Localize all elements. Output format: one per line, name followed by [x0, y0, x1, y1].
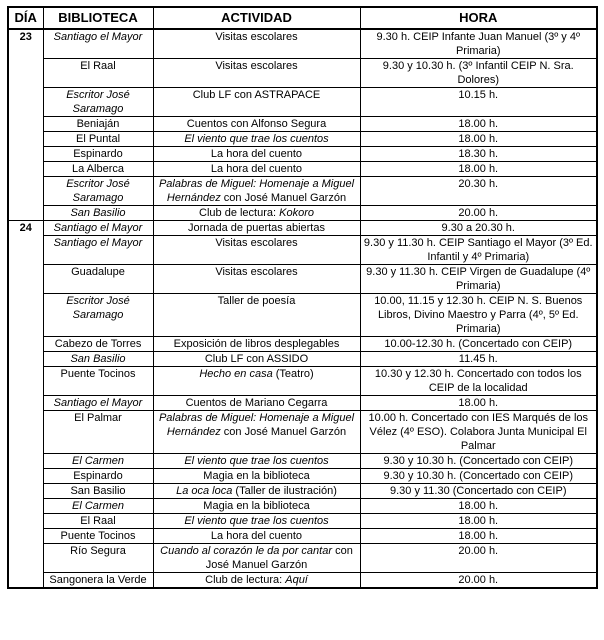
table-row [8, 499, 597, 514]
hours-cell-text: 18.00 h. [458, 163, 499, 175]
col-header-actividad: ACTIVIDAD [153, 7, 360, 29]
library-cell [43, 236, 153, 265]
table-row [8, 162, 597, 177]
library-cell-text: El Carmen [72, 455, 124, 467]
hours-cell [360, 236, 597, 265]
library-cell-text: Santiago el Mayor [53, 31, 143, 43]
table-row [8, 177, 597, 206]
table-row [8, 147, 597, 162]
hours-cell-text: 10.00 h. Concertado con IES Marqués de los Vélez (4º ESO). Colabora Junta Municipal El Palmar [368, 412, 589, 452]
activity-cell-text: con José Manuel Garzón [205, 545, 353, 571]
library-cell-text: Sangonera la Verde [49, 574, 147, 586]
hours-cell [360, 337, 597, 352]
library-cell [43, 88, 153, 117]
hours-cell [360, 367, 597, 396]
hours-cell [360, 544, 597, 573]
library-cell-text: El Raal [80, 60, 116, 72]
activity-cell [153, 337, 360, 352]
library-cell [43, 411, 153, 454]
table-row [8, 294, 597, 337]
library-cell [43, 454, 153, 469]
library-cell [43, 117, 153, 132]
activity-cell [153, 469, 360, 484]
hours-cell [360, 206, 597, 221]
activity-cell [153, 544, 360, 573]
activity-cell-text: Magia en la biblioteca [203, 470, 310, 482]
activity-cell-text: El viento que trae los cuentos [184, 515, 329, 527]
library-cell [43, 469, 153, 484]
library-cell-text: Espinardo [73, 148, 123, 160]
activity-cell-text: (Teatro) [272, 368, 314, 380]
hours-cell-text: 10.15 h. [458, 89, 499, 101]
activity-cell-text: El viento que trae los cuentos [184, 455, 329, 467]
hours-cell-text: 10.00, 11.15 y 12.30 h. CEIP N. S. Buenos Libros, Divino Maestro y Parra (4º, 5º Ed. Primaria) [374, 295, 583, 335]
library-cell [43, 221, 153, 236]
library-cell [43, 396, 153, 411]
library-cell-text: Guadalupe [71, 266, 125, 278]
activity-cell [153, 162, 360, 177]
activity-cell [153, 573, 360, 589]
library-cell [43, 177, 153, 206]
activity-cell-text: Cuando al corazón le da por cantar [160, 545, 333, 557]
hours-cell [360, 396, 597, 411]
hours-cell-text: 18.30 h. [458, 148, 499, 160]
library-cell-text: Escritor José Saramago [66, 89, 130, 115]
activity-cell-text: Aquí [285, 574, 308, 586]
activity-cell [153, 396, 360, 411]
library-cell [43, 544, 153, 573]
col-header-hora: HORA [360, 7, 597, 29]
hours-cell [360, 132, 597, 147]
hours-cell [360, 162, 597, 177]
activity-cell [153, 352, 360, 367]
library-cell-text: San Basilio [70, 207, 126, 219]
activity-cell-text: Visitas escolares [215, 266, 298, 278]
library-cell-text: Escritor José Saramago [66, 178, 130, 204]
activity-cell [153, 147, 360, 162]
activity-cell [153, 514, 360, 529]
hours-cell [360, 59, 597, 88]
activity-cell-text: El viento que trae los cuentos [184, 133, 329, 145]
activity-cell [153, 221, 360, 236]
library-cell [43, 162, 153, 177]
hours-cell-text: 9.30 y 10.30 h. (Concertado con CEIP) [383, 455, 574, 467]
hours-cell [360, 177, 597, 206]
library-cell-text: El Raal [80, 515, 116, 527]
activity-cell-text: Magia en la biblioteca [203, 500, 310, 512]
activity-cell [153, 117, 360, 132]
library-cell-text: Río Segura [70, 545, 126, 557]
activity-cell-text: Club de lectura: [205, 574, 286, 586]
table-row [8, 117, 597, 132]
activity-cell-text: Cuentos de Mariano Cegarra [185, 397, 328, 409]
hours-cell-text: 18.00 h. [458, 530, 499, 542]
library-cell-text: Espinardo [73, 470, 123, 482]
hours-cell-text: 18.00 h. [458, 397, 499, 409]
table-row [8, 59, 597, 88]
table-row [8, 337, 597, 352]
activity-cell [153, 206, 360, 221]
library-cell-text: San Basilio [70, 353, 126, 365]
table-row [8, 484, 597, 499]
hours-cell-text: 9.30 h. CEIP Infante Juan Manuel (3º y 4º Primaria) [376, 31, 580, 57]
activity-cell-text: La hora del cuento [210, 148, 303, 160]
activity-cell [153, 265, 360, 294]
hours-cell-text: 9.30 y 11.30 h. CEIP Santiago el Mayor (3º Ed. Infantil y 4º Primaria) [363, 237, 593, 263]
hours-cell-text: 18.00 h. [458, 133, 499, 145]
activity-cell-text: Visitas escolares [215, 237, 298, 249]
library-cell [43, 206, 153, 221]
hours-cell [360, 88, 597, 117]
hours-cell [360, 529, 597, 544]
library-cell [43, 337, 153, 352]
library-cell [43, 514, 153, 529]
library-cell [43, 367, 153, 396]
col-header-dia: DÍA [8, 7, 43, 29]
hours-cell [360, 573, 597, 589]
hours-cell-text: 20.30 h. [458, 178, 499, 190]
table-row [8, 88, 597, 117]
activity-cell [153, 499, 360, 514]
hours-cell-text: 10.30 y 12.30 h. Concertado con todos los CEIP de la localidad [374, 368, 582, 394]
activity-cell [153, 454, 360, 469]
hours-cell [360, 117, 597, 132]
hours-cell-text: 9.30 a 20.30 h. [441, 222, 515, 234]
activity-cell-text: Visitas escolares [215, 31, 298, 43]
hours-cell-text: 10.00-12.30 h. (Concertado con CEIP) [384, 338, 573, 350]
library-cell-text: El Carmen [72, 500, 124, 512]
activity-cell-text: con José Manuel Garzón [220, 192, 347, 204]
library-cell-text: Beniaján [76, 118, 120, 130]
table-body [8, 29, 597, 588]
library-cell-text: Puente Tocinos [60, 530, 136, 542]
table-row [8, 265, 597, 294]
table-row [8, 396, 597, 411]
activity-cell-text: Kokoro [279, 207, 314, 219]
activity-cell [153, 88, 360, 117]
activity-cell [153, 367, 360, 396]
hours-cell-text: 18.00 h. [458, 515, 499, 527]
hours-cell-text: 11.45 h. [458, 353, 498, 365]
library-cell [43, 132, 153, 147]
header-row [8, 7, 597, 29]
hours-cell-text: 20.00 h. [458, 207, 499, 219]
hours-cell [360, 352, 597, 367]
table-header [8, 7, 597, 29]
hours-cell [360, 221, 597, 236]
activity-cell-text: (Taller de ilustración) [232, 485, 337, 497]
table-row [8, 367, 597, 396]
activity-cell-text: La hora del cuento [210, 530, 303, 542]
activity-cell [153, 59, 360, 88]
activity-cell [153, 411, 360, 454]
activity-cell-text: La oca loca [176, 485, 233, 497]
activity-cell-text: Palabras de Miguel: Homenaje a Miguel Hernández [158, 178, 355, 204]
hours-cell-text: 9.30 y 10.30 h. (Concertado con CEIP) [383, 470, 574, 482]
col-header-biblioteca: BIBLIOTECA [43, 7, 153, 29]
library-cell [43, 294, 153, 337]
hours-cell-text: 9.30 y 10.30 h. (3º Infantil CEIP N. Sra. Dolores) [382, 60, 574, 86]
table-row [8, 573, 597, 589]
table-row [8, 529, 597, 544]
activity-cell [153, 529, 360, 544]
library-cell-text: Cabezo de Torres [54, 338, 142, 350]
library-cell-text: Escritor José Saramago [66, 295, 130, 321]
library-cell-text: Santiago el Mayor [53, 237, 143, 249]
library-cell [43, 573, 153, 589]
library-cell [43, 147, 153, 162]
activity-cell [153, 132, 360, 147]
table-row [8, 221, 597, 236]
activity-cell-text: Exposición de libros desplegables [173, 338, 340, 350]
activity-cell-text: Jornada de puertas abiertas [188, 222, 325, 234]
activity-cell [153, 294, 360, 337]
hours-cell-text: 20.00 h. [458, 545, 499, 557]
activity-cell-text: Club LF con ASTRAPACE [192, 89, 321, 101]
table-row [8, 29, 597, 59]
activity-cell [153, 177, 360, 206]
library-cell [43, 499, 153, 514]
hours-cell [360, 514, 597, 529]
hours-cell [360, 294, 597, 337]
table-row [8, 132, 597, 147]
hours-cell-text: 9.30 y 11.30 h. CEIP Virgen de Guadalupe (4º Primaria) [366, 266, 591, 292]
library-cell-text: San Basilio [70, 485, 126, 497]
library-cell-text: Puente Tocinos [60, 368, 136, 380]
hours-cell [360, 469, 597, 484]
library-cell [43, 352, 153, 367]
library-cell [43, 484, 153, 499]
activity-cell-text: con José Manuel Garzón [220, 426, 347, 438]
library-cell-text: El Puntal [75, 133, 121, 145]
table-row [8, 514, 597, 529]
library-cell [43, 59, 153, 88]
table-row [8, 454, 597, 469]
library-cell [43, 265, 153, 294]
activity-cell-text: Visitas escolares [215, 60, 298, 72]
activity-cell-text: Club de lectura: [199, 207, 280, 219]
activity-cell [153, 236, 360, 265]
activity-cell [153, 29, 360, 59]
hours-cell [360, 29, 597, 59]
table-row [8, 236, 597, 265]
hours-cell [360, 499, 597, 514]
table-row [8, 411, 597, 454]
hours-cell-text: 18.00 h. [458, 118, 499, 130]
table-row [8, 544, 597, 573]
hours-cell-text: 9.30 y 11.30 (Concertado con CEIP) [389, 485, 567, 497]
library-cell-text: El Palmar [74, 412, 122, 424]
hours-cell [360, 147, 597, 162]
library-cell [43, 29, 153, 59]
hours-cell [360, 265, 597, 294]
library-cell-text: Santiago el Mayor [53, 222, 143, 234]
hours-cell [360, 454, 597, 469]
library-cell [43, 529, 153, 544]
schedule-table [7, 6, 598, 589]
table-row [8, 206, 597, 221]
activity-cell-text: Taller de poesía [217, 295, 296, 307]
hours-cell-text: 18.00 h. [458, 500, 499, 512]
activity-cell-text: Palabras de Miguel: Homenaje a Miguel Hernández [158, 412, 355, 438]
table-row [8, 469, 597, 484]
activity-cell [153, 484, 360, 499]
activity-cell-text: Hecho en casa [199, 368, 273, 380]
day-cell: 24 [8, 221, 43, 589]
hours-cell-text: 20.00 h. [458, 574, 499, 586]
activity-cell-text: Club LF con ASSIDO [204, 353, 309, 365]
hours-cell [360, 411, 597, 454]
activity-cell-text: La hora del cuento [210, 163, 303, 175]
library-cell-text: La Alberca [72, 163, 124, 175]
table-row [8, 352, 597, 367]
day-cell: 23 [8, 29, 43, 221]
hours-cell [360, 484, 597, 499]
library-cell-text: Santiago el Mayor [53, 397, 143, 409]
activity-cell-text: Cuentos con Alfonso Segura [186, 118, 327, 130]
